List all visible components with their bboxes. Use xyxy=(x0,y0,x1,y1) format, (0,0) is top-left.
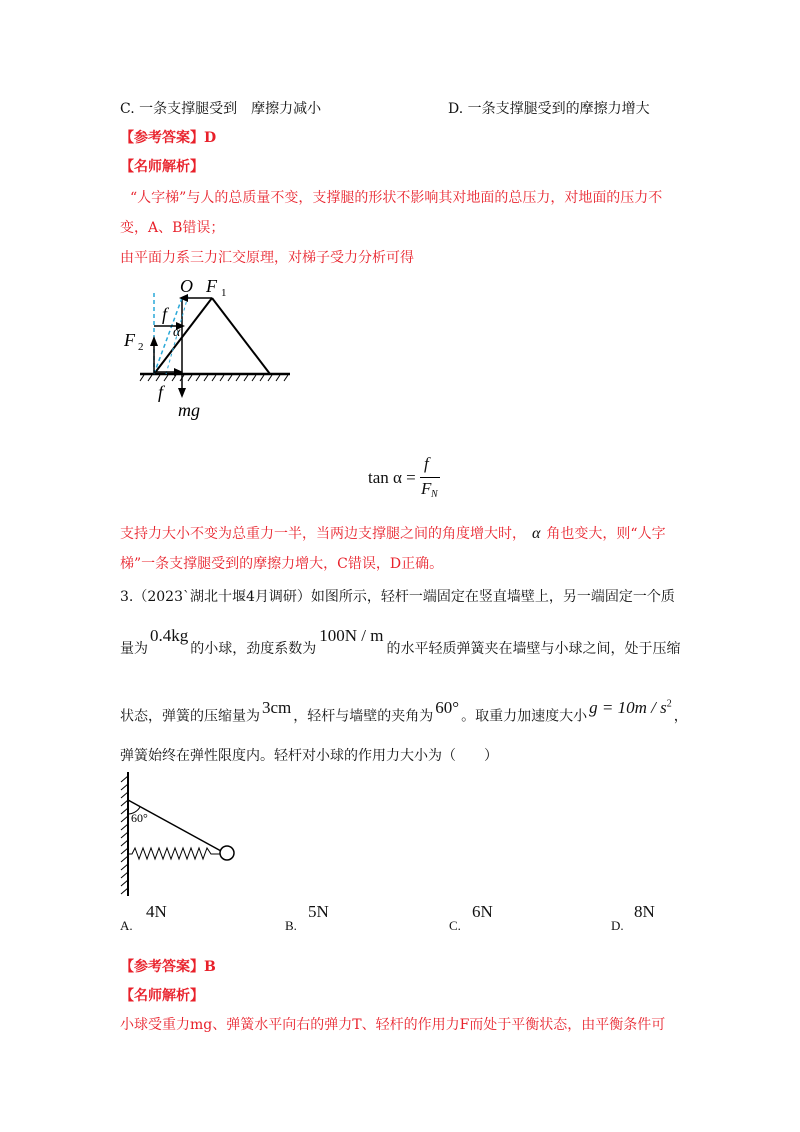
rod-spring-diagram xyxy=(118,770,248,900)
formula-numerator: f xyxy=(424,454,429,473)
option-c xyxy=(449,916,461,936)
ladder-force-diagram xyxy=(118,272,298,422)
label-f-bottom: f xyxy=(158,382,164,402)
analysis-line-3: 由平面力系三力汇交原理，对梯子受力分析可得 xyxy=(120,250,414,266)
label-mg: mg xyxy=(178,400,200,420)
formula-denominator: F xyxy=(421,479,432,498)
analysis-line-4b: 角也变大，则“人字 xyxy=(546,526,666,542)
q3-g-text: g = 10m / s xyxy=(589,697,667,717)
q3-line2c: 的水平轻质弹簧夹在墙壁与小球之间，处于压缩 xyxy=(386,641,681,657)
option-b xyxy=(285,916,297,936)
q3-mass: 0.4kg xyxy=(150,626,189,645)
fig-angle-label: 60° xyxy=(131,811,148,825)
alpha-symbol: α xyxy=(532,525,541,542)
q3-line3a: 状态，弹簧的压缩量为 xyxy=(120,708,260,725)
q3-k: 100N / m xyxy=(319,626,384,645)
q3-stem-line-1: 3.（2023`湖北十堰4月调研）如图所示，轻杆一端固定在竖直墙壁上，另一端固定一个质 xyxy=(120,589,675,605)
option-c-value: 6N xyxy=(472,902,493,921)
q3-angle: 60° xyxy=(435,697,460,717)
label-F1: F xyxy=(206,276,217,296)
analysis-line-4 xyxy=(120,524,666,544)
answer-value-q3: B xyxy=(204,959,216,975)
option-a-value: 4N xyxy=(146,902,167,921)
answer-label: 【参考答案】 xyxy=(120,130,204,146)
analysis-line-5: 梯”一条支撑腿受到的摩擦力增大，C错误，D正确。 xyxy=(120,556,444,572)
answer-line-q2 xyxy=(120,128,216,148)
q3-line3b: ，轻杆与墙壁的夹角为 xyxy=(293,708,434,725)
label-F2-sub: 2 xyxy=(138,341,144,353)
analysis-label-q3: 【名师解析】 xyxy=(120,988,204,1004)
q3-stem-line-3 xyxy=(120,697,688,727)
formula-tan-alpha xyxy=(368,454,448,502)
label-alpha: α xyxy=(173,325,181,340)
q3-stem-line-4: 弹簧始终在弹性限度内。轻杆对小球的作用力大小为（ ） xyxy=(120,748,498,764)
q3-line2b: 的小球，劲度系数为 xyxy=(190,641,317,657)
analysis-line-4a: 支持力大小不变为总重力一半，当两边支撑腿之间的角度增大时， xyxy=(120,526,526,542)
analysis-line-1: “人字梯”与人的总质量不变，支撑腿的形状不影响其对地面的总压力，对地面的压力不 xyxy=(130,190,663,206)
option-d-letter: D. xyxy=(611,918,624,933)
label-F2: F xyxy=(124,330,135,350)
option-c-letter: C. xyxy=(449,918,461,933)
q3-g-exp: 2 xyxy=(666,698,672,709)
option-a xyxy=(120,916,133,936)
option-d xyxy=(611,916,624,936)
q3-stem-line-2 xyxy=(120,626,681,659)
formula-lhs: tan α = xyxy=(368,468,416,487)
label-F1-sub: 1 xyxy=(221,287,227,299)
q3-g xyxy=(587,698,674,717)
q3-line2a: 量为 xyxy=(120,641,148,657)
option-a-letter: A. xyxy=(120,918,133,933)
fraction-bar xyxy=(420,477,440,478)
q3-line3d: ， xyxy=(673,708,688,725)
analysis-line-2: 变，A、B错误； xyxy=(120,220,225,236)
formula-denominator-sub: N xyxy=(431,489,438,500)
answer-line-q3 xyxy=(120,957,216,977)
answer-label-q3: 【参考答案】 xyxy=(120,959,204,975)
option-c-prev: C. 一条支撑腿受到 摩擦力减小 xyxy=(120,101,322,117)
option-d-value: 8N xyxy=(634,902,655,921)
option-b-letter: B. xyxy=(285,918,297,933)
analysis-label: 【名师解析】 xyxy=(120,159,204,175)
label-O: O xyxy=(180,276,193,296)
answer-value: D xyxy=(204,130,217,146)
option-b-value: 5N xyxy=(308,902,329,921)
q3-line3c: 。取重力加速度大小 xyxy=(461,708,588,725)
label-f-top: f xyxy=(162,304,168,324)
option-d-prev: D. 一条支撑腿受到的摩擦力增大 xyxy=(448,101,650,117)
q3-x: 3cm xyxy=(262,697,292,717)
q3-analysis-line-1: 小球受重力mg、弹簧水平向右的弹力T、轻杆的作用力F而处于平衡状态，由平衡条件可 xyxy=(120,1017,666,1033)
